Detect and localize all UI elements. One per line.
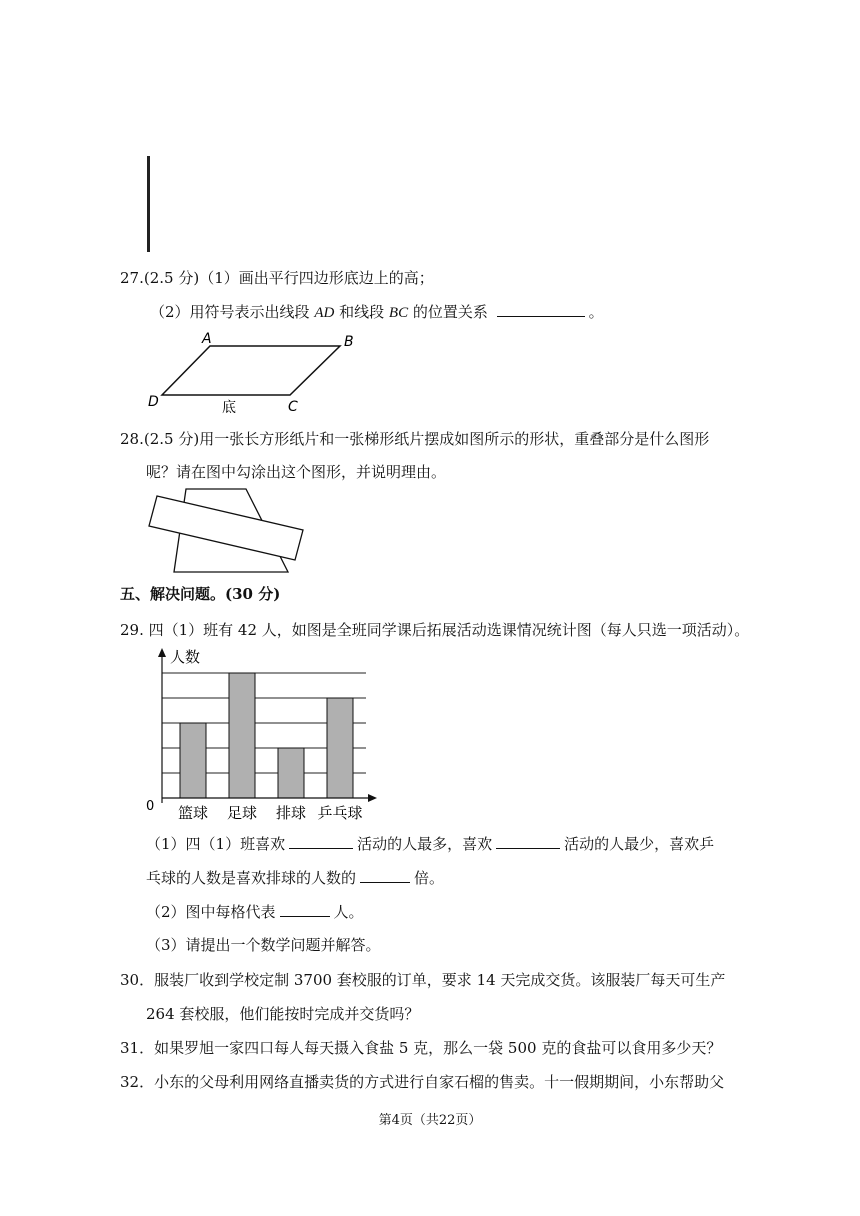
q31-line1: 31．如果罗旭一家四口每人每天摄入食盐 5 克，那么一袋 500 克的食盐可以食用多少天？	[120, 1039, 722, 1057]
x-axis-arrow	[368, 794, 377, 802]
q29-line1: 29. 四（1）班有 42 人，如图是全班同学课后拓展活动选课情况统计图（每人只选一项活动）。	[120, 621, 750, 639]
margin-bar	[147, 156, 150, 252]
q29-sub1-d: 乓球的人数是喜欢排球的人数的	[146, 869, 357, 887]
q27-part2-c: 的位置关系	[412, 303, 488, 321]
q29-sub1-c: 活动的人最少，喜欢乒	[564, 835, 715, 853]
q29-sub1-b: 活动的人最多，喜欢	[357, 835, 493, 853]
bar-1	[229, 673, 255, 798]
y-axis-arrow	[158, 648, 166, 657]
q28-line1	[120, 429, 709, 449]
category-label-2: 排球	[275, 804, 307, 822]
q28-number: 28.	[120, 430, 144, 448]
ratio-blank[interactable]	[360, 868, 410, 883]
q29-sub2-a: （2）图中每格代表	[146, 903, 276, 921]
q27-answer-blank[interactable]	[497, 302, 585, 317]
y-axis-label: 人数	[170, 648, 201, 666]
q30-line1: 30．服装厂收到学校定制 3700 套校服的订单，要求 14 天完成交货。该服装厂每天可生产	[120, 971, 726, 989]
label-base: 底	[222, 400, 236, 416]
q29-sub3: （3）请提出一个数学问题并解答。	[146, 936, 381, 954]
category-label-3: 乒乓球	[317, 804, 363, 822]
q27-part1: （1）画出平行四边形底边上的高；	[199, 269, 434, 287]
q30-line2: 264 套校服，他们能按时完成并交货吗？	[146, 1005, 420, 1023]
q28-score: (2.5 分)	[143, 430, 200, 448]
q27-seg2: BC	[388, 305, 409, 321]
section-title: 五、解决问题。(30 分)	[120, 585, 281, 603]
q28-text2: 呢？请在图中勾涂出这个图形，并说明理由。	[146, 463, 447, 481]
q27-number: 27.	[120, 269, 144, 287]
q29-sub1-e: 倍。	[414, 869, 445, 887]
q28-line2	[146, 462, 446, 482]
bar-0	[180, 723, 206, 798]
parallelogram	[162, 346, 340, 395]
parallelogram-figure	[140, 328, 370, 418]
q29-sub2-b: 人。	[333, 903, 364, 921]
q27-part2-a: （2）用符号表示出线段	[150, 303, 310, 321]
q29-sub1-line1	[146, 834, 714, 854]
bar-2	[278, 748, 304, 798]
label-A: A	[202, 331, 212, 347]
q27-part2-end: 。	[588, 303, 604, 321]
q29-sub2	[146, 902, 364, 922]
category-label-0: 篮球	[177, 804, 209, 822]
page-footer: 第4页（共22页）	[378, 1113, 482, 1128]
label-C: C	[288, 399, 298, 415]
overlap-figure	[140, 484, 310, 574]
label-B: B	[344, 334, 354, 350]
q27-seg1: AD	[314, 305, 335, 321]
per-cell-blank[interactable]	[280, 902, 330, 917]
least-activity-blank[interactable]	[496, 834, 560, 849]
q27-line2	[150, 302, 604, 323]
label-D: D	[148, 394, 159, 410]
q28-text1: 用一张长方形纸片和一张梯形纸片摆成如图所示的形状，重叠部分是什么图形	[199, 430, 710, 448]
q27-score: (2.5 分)	[143, 269, 200, 287]
q29-sub1-line2	[146, 868, 444, 888]
q27-part2-b: 和线段	[339, 303, 385, 321]
q29-sub1-a: （1）四（1）班喜欢	[146, 835, 286, 853]
most-activity-blank[interactable]	[289, 834, 353, 849]
bar-3	[327, 698, 353, 798]
bar-chart	[140, 645, 380, 825]
q27-line1	[120, 268, 434, 288]
category-label-1: 足球	[226, 804, 258, 822]
q32-line1: 32．小东的父母利用网络直播卖货的方式进行自家石榴的售卖。十一假期期间，小东帮助父	[120, 1073, 725, 1091]
origin-label: 0	[146, 799, 155, 814]
